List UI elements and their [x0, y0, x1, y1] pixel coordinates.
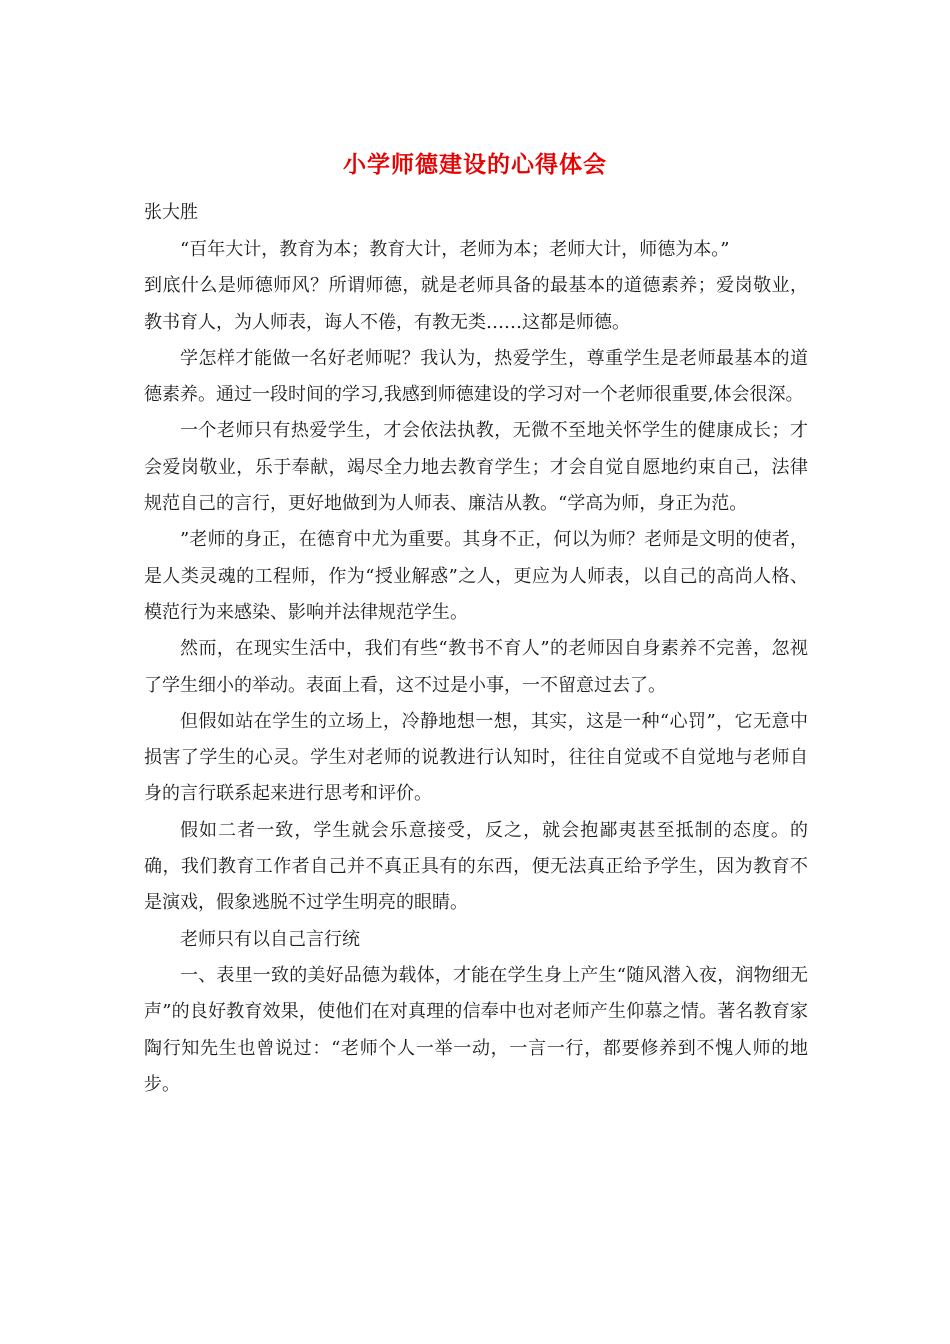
document-title: 小学师德建设的心得体会 [343, 151, 607, 178]
paragraph-2: 到底什么是师德师风？所谓师德，就是老师具备的最基本的道德素养；爱岗敬业，教书育人，为人师表，诲人不倦，有教无类……这都是师德。 [144, 275, 808, 333]
paragraph-10: 一、表里一致的美好品德为载体，才能在学生身上产生“随风潜入夜，润物细无声”的良好教育效果，使他们在对真理的信奉中也对老师产生仰慕之情。著名教育家陶行知先生也曾说过：“老师个人一举一动，一言一行，都要修养到不愧人师的地步。 [144, 964, 808, 1095]
paragraph-4: 一个老师只有热爱学生，才会依法执教，无微不至地关怀学生的健康成长；才会爱岗敬业，乐于奉献，竭尽全力地去教育学生；才会自觉自愿地约束自己，法律规范自己的言行，更好地做到为人师表、廉洁从教。“学高为师，身正为范。 [144, 420, 808, 515]
paragraph-5: ”老师的身正，在德育中尤为重要。其身不正，何以为师？老师是文明的使者，是人类灵魂的工程师，作为“授业解惑”之人，更应为人师表，以自己的高尚人格、模范行为来感染、影响并法律规范学生。 [144, 529, 808, 623]
author-name: 张大胜 [144, 202, 198, 223]
paragraph-7: 但假如站在学生的立场上，冷静地想一想，其实，这是一种“心罚”，它无意中损害了学生的心灵。学生对老师的说教进行认知时，往往自觉或不自觉地与老师自身的言行联系起来进行思考和评价。 [144, 710, 808, 805]
paragraph-6: 然而，在现实生活中，我们有些“教书不育人”的老师因自身素养不完善，忽视了学生细小的举动。表面上看，这不过是小事，一不留意过去了。 [144, 638, 808, 696]
paragraph-8: 假如二者一致，学生就会乐意接受，反之，就会抱鄙夷甚至抵制的态度。的确，我们教育工作者自己并不真正具有的东西，便无法真正给予学生，因为教育不是演戏，假象逃脱不过学生明亮的眼睛。 [144, 819, 808, 914]
paragraph-9: 老师只有以自己言行统 [180, 928, 360, 950]
paragraph-1: “百年大计，教育为本；教育大计，老师为本；老师大计，师德为本。” [180, 239, 730, 260]
paragraph-3: 学怎样才能做一名好老师呢？我认为，热爱学生，尊重学生是老师最基本的道德素养。通过一段时间的学习,我感到师德建设的学习对一个老师很重要,体会很深。 [144, 347, 808, 406]
document-body [144, 232, 808, 1103]
